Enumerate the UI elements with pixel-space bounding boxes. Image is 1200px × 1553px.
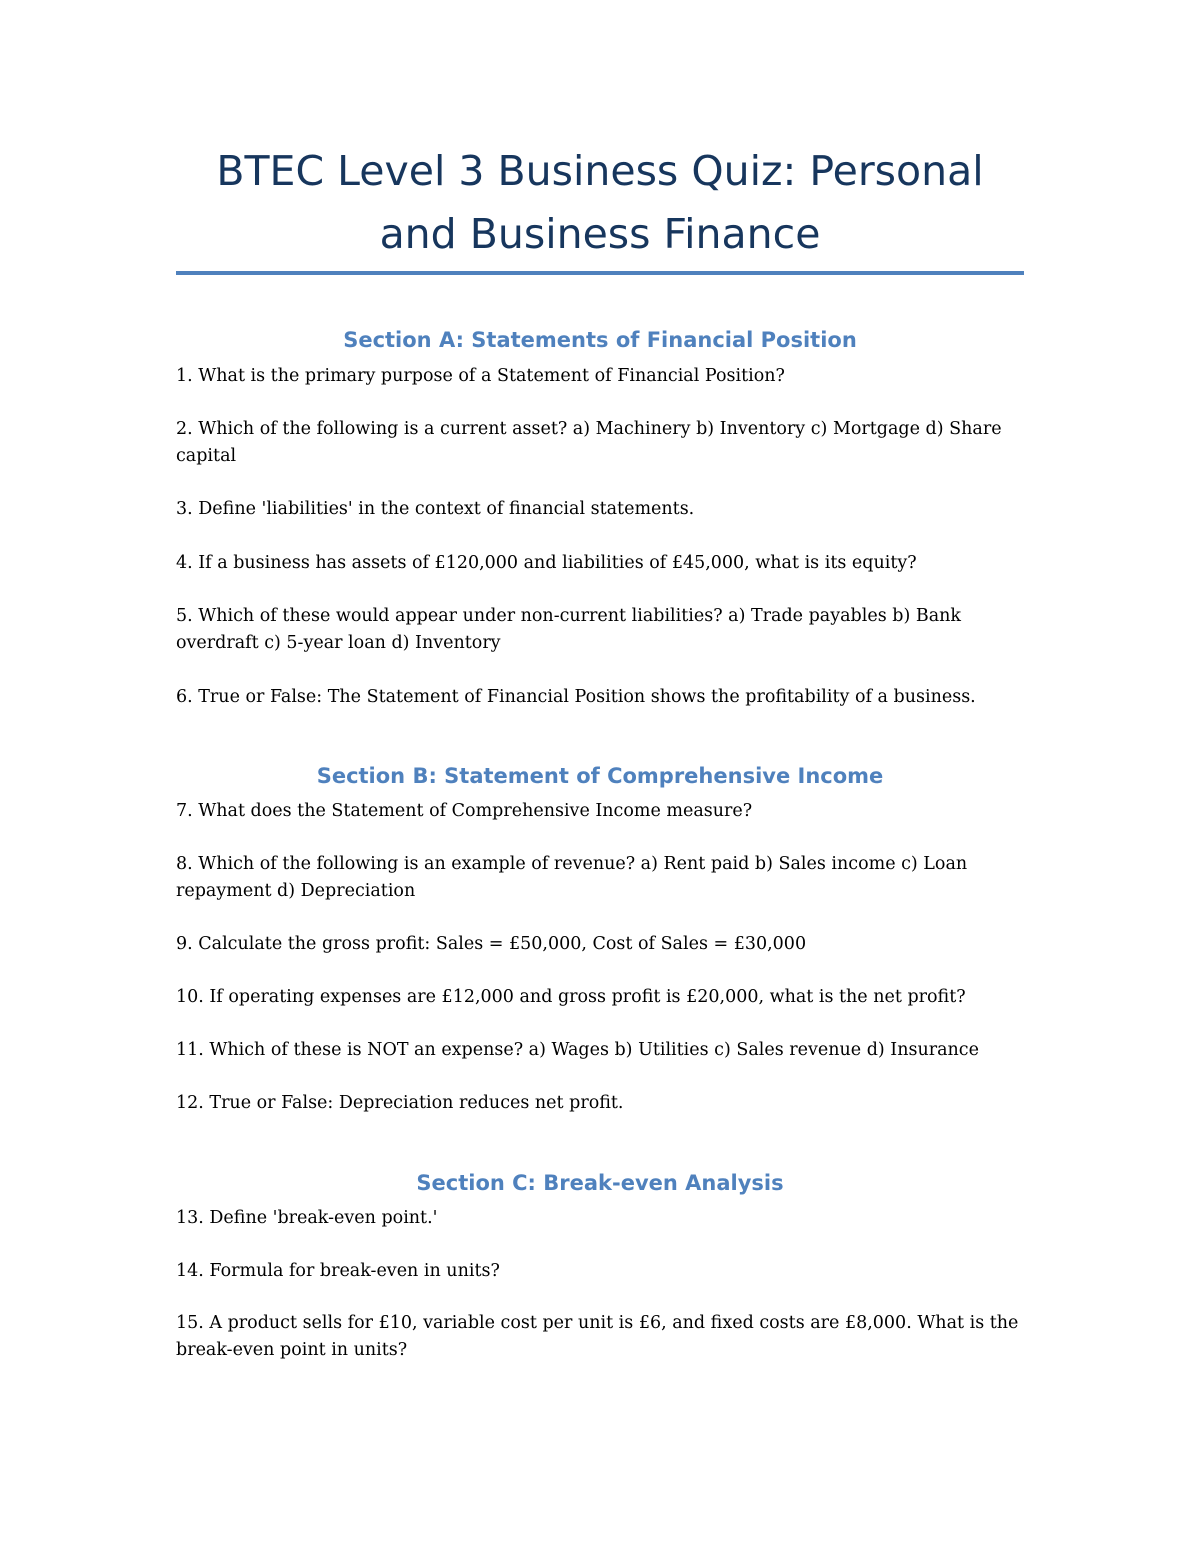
question-9: 9. Calculate the gross profit: Sales = £50,000, Cost of Sales = £30,000: [176, 934, 807, 954]
section-c-heading: Section C: Break-even Analysis: [416, 1171, 784, 1195]
question-10: 10. If operating expenses are £12,000 and gross profit is £20,000, what is the net profit?: [176, 987, 966, 1007]
question-2: 2. Which of the following is a current asset? a) Machinery b) Inventory c) Mortgage d) Share capital: [176, 419, 1002, 466]
section-a-heading: Section A: Statements of Financial Position: [343, 328, 857, 352]
question-15: 15. A product sells for £10, variable cost per unit is £6, and fixed costs are £8,000. What is the break-even point in units?: [176, 1313, 1019, 1360]
document-title: BTEC Level 3 Business Quiz: Personal and Business Finance: [216, 147, 984, 258]
question-6: 6. True or False: The Statement of Financial Position shows the profitability of a business.: [176, 687, 976, 707]
question-3: 3. Define 'liabilities' in the context of financial statements.: [176, 499, 695, 519]
question-14: 14. Formula for break-even in units?: [176, 1261, 500, 1281]
question-12: 12. True or False: Depreciation reduces net profit.: [176, 1093, 624, 1113]
question-1: 1. What is the primary purpose of a Statement of Financial Position?: [176, 366, 785, 386]
question-4: 4. If a business has assets of £120,000 and liabilities of £45,000, what is its equity?: [176, 553, 917, 573]
question-5: 5. Which of these would appear under non-current liabilities? a) Trade payables b) Bank overdraft c) 5-year loan d) Inventory: [176, 606, 961, 653]
question-7: 7. What does the Statement of Comprehensive Income measure?: [176, 801, 753, 821]
title-underline: [176, 271, 1024, 275]
question-11: 11. Which of these is NOT an expense? a) Wages b) Utilities c) Sales revenue d) Insurance: [176, 1040, 979, 1060]
section-b-heading: Section B: Statement of Comprehensive Income: [316, 764, 884, 788]
question-13: 13. Define 'break-even point.': [176, 1208, 438, 1228]
question-8: 8. Which of the following is an example of revenue? a) Rent paid b) Sales income c) Loan repayment d) Depreciation: [176, 854, 968, 901]
